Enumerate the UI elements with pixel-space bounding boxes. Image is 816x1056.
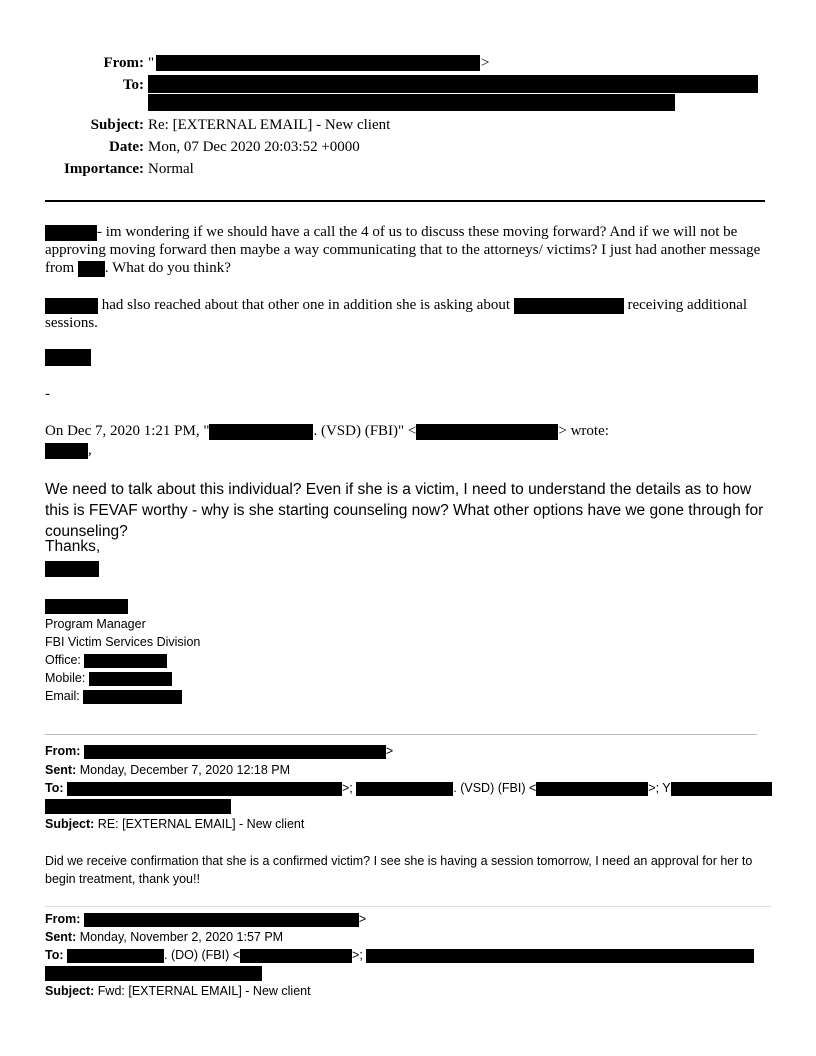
signature-office: Office: — [45, 651, 200, 669]
importance-value: Normal — [148, 161, 194, 177]
msg3-sent: Sent: Monday, November 2, 2020 1:57 PM — [45, 930, 284, 944]
redaction-block — [148, 75, 758, 93]
body-paragraph-1: - im wondering if we should have a call the 4 of us to discuss these moving forward? And if we will not be approving moving forward then maybe a way communicating that to the attorneys/ victims? I just had another message from . What do you think? — [45, 224, 761, 276]
redaction-block — [83, 690, 182, 704]
redaction-block — [89, 672, 172, 686]
to-label: To: — [122, 77, 144, 93]
redaction-block — [45, 561, 99, 577]
redaction-block — [45, 225, 97, 241]
greeting-line: , — [45, 442, 92, 459]
date-label: Date: — [109, 139, 144, 155]
redaction-block — [209, 424, 313, 440]
redaction-block — [45, 599, 128, 614]
redaction-block — [67, 782, 342, 796]
header-divider — [45, 200, 765, 202]
msg2-from: From: > — [45, 744, 394, 758]
signature-email: Email: — [45, 687, 200, 705]
redaction-block — [536, 782, 648, 796]
subject-value: Re: [EXTERNAL EMAIL] - New client — [148, 117, 391, 133]
dash-line: - — [45, 386, 50, 402]
redaction-block — [45, 966, 262, 981]
redaction-block — [671, 782, 772, 796]
subject-label: Subject: — [90, 117, 144, 133]
msg2-sent: Sent: Monday, December 7, 2020 12:18 PM — [45, 763, 291, 777]
message-divider — [45, 906, 771, 907]
msg2-body: Did we receive confirmation that she is a confirmed victim? I see she is having a session tomorrow, I need an approval for her to begin treatment, thank you!! — [45, 854, 753, 886]
redaction-block — [240, 949, 352, 963]
redaction-block — [366, 949, 754, 963]
redaction-block — [148, 94, 675, 111]
thanks-line: Thanks, — [45, 538, 101, 555]
redaction-block — [84, 745, 386, 759]
redaction-block — [514, 298, 624, 314]
from-label: From: — [103, 55, 144, 71]
date-value: Mon, 07 Dec 2020 20:03:52 +0000 — [148, 139, 360, 155]
msg2-to: To: >; . (VSD) (FBI) < >; Y — [45, 781, 772, 796]
redaction-block — [45, 349, 91, 366]
message-divider — [45, 734, 757, 735]
redaction-block — [45, 799, 231, 814]
redaction-block — [45, 298, 98, 314]
redaction-block — [45, 443, 88, 459]
signature-title: Program Manager — [45, 617, 146, 631]
quote-intro: On Dec 7, 2020 1:21 PM, " . (VSD) (FBI)" < > wrote: — [45, 423, 609, 439]
body-paragraph-2: had slso reached about that other one in addition she is asking about receiving additional sessions. — [45, 297, 748, 331]
redaction-block — [84, 654, 167, 668]
from-suffix: > — [481, 55, 490, 71]
redaction-block — [84, 913, 359, 927]
msg3-from: From: > — [45, 912, 367, 926]
redaction-block — [156, 55, 480, 71]
redaction-block — [78, 261, 105, 277]
redaction-block — [416, 424, 558, 440]
signature-mobile: Mobile: — [45, 669, 200, 687]
quoted-paragraph: We need to talk about this individual? Even if she is a victim, I need to understand the details as to how this is FEVAF worthy - why is she starting counseling now? What other options have we gone through for counseling? — [45, 481, 764, 540]
importance-label: Importance: — [64, 161, 144, 177]
signature-block — [45, 615, 200, 705]
msg3-to: To: . (DO) (FBI) < >; — [45, 948, 754, 963]
redaction-block — [356, 782, 453, 796]
signature-division: FBI Victim Services Division — [45, 635, 201, 649]
from-prefix: " — [148, 55, 155, 71]
redaction-block — [67, 949, 164, 963]
msg3-subject: Subject: Fwd: [EXTERNAL EMAIL] - New client — [45, 984, 311, 998]
msg2-subject: Subject: RE: [EXTERNAL EMAIL] - New client — [45, 817, 305, 831]
